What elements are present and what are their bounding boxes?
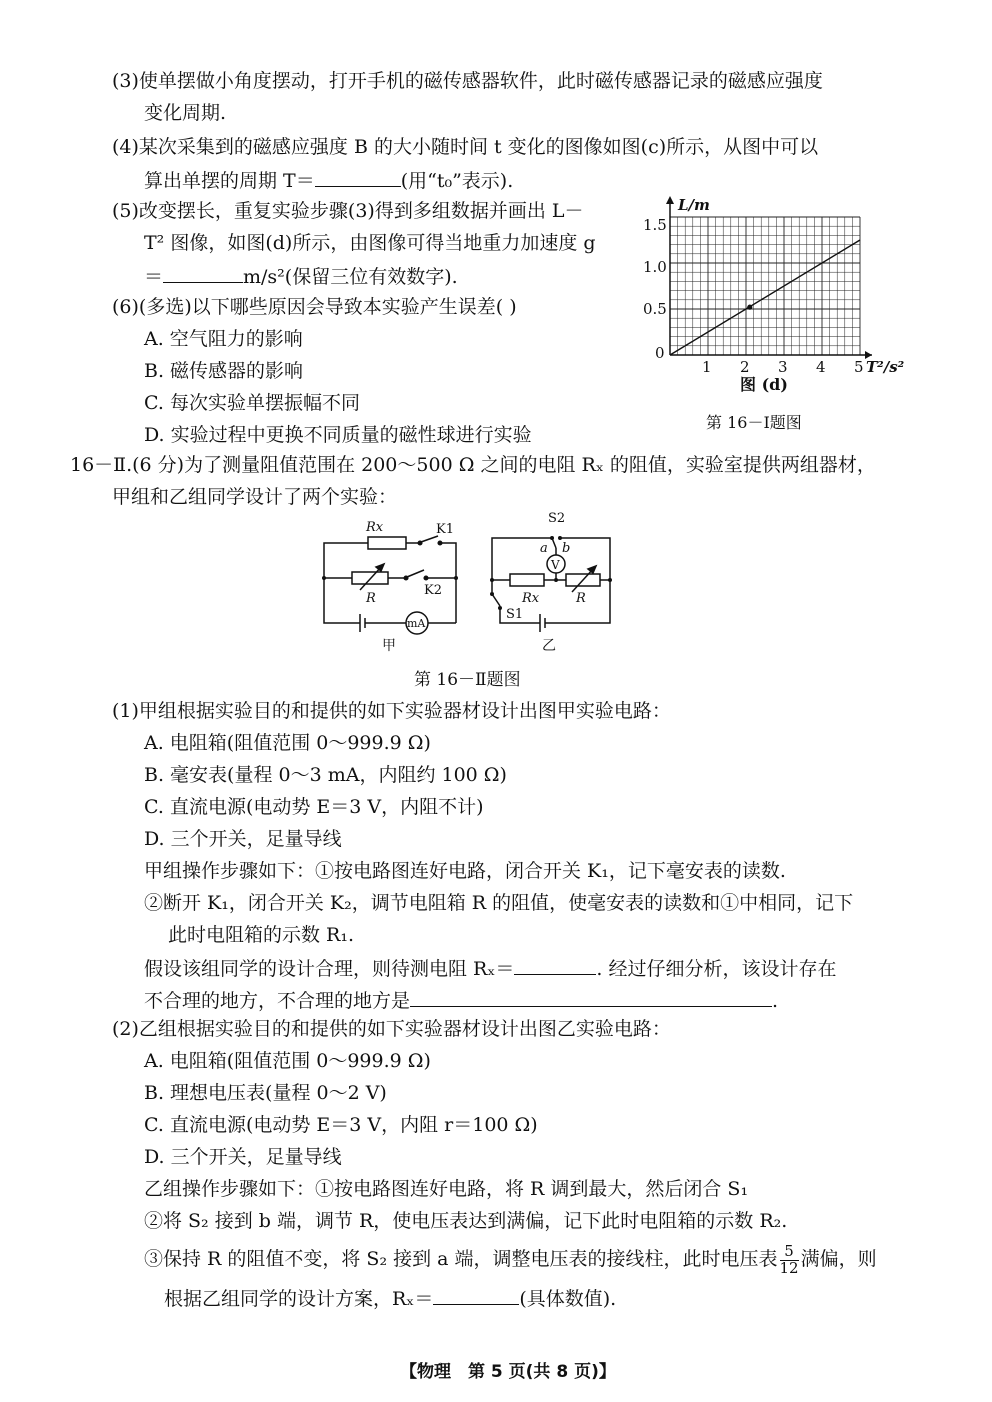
graph-grid [670, 217, 860, 355]
q16-2-intro-line2: 甲组和乙组同学设计了两个实验： [112, 486, 398, 508]
q4-text: 算出单摆的周期 T＝ [144, 170, 315, 192]
q6-option-c: C. 每次实验单摆振幅不同 [144, 392, 360, 414]
y-tick-1.0: 1.0 [643, 258, 667, 276]
label-v: V [551, 558, 560, 572]
p2-q-text: 根据乙组同学的设计方案，Rₓ＝ [164, 1288, 434, 1310]
p2-q-text2: (具体数值). [519, 1288, 617, 1310]
data-point [747, 305, 752, 310]
q5-unit: m/s²(保留三位有效数字). [243, 266, 458, 288]
q16-2-intro-line1: 16－Ⅱ.(6 分)为了测量阻值范围在 200～500 Ω 之间的电阻 Rₓ 的阻值，实验室提供两组器材， [70, 454, 876, 476]
graph-d-caption: 图 (d) [740, 375, 788, 394]
x-axis-label: T²/s² [866, 358, 905, 376]
label-b: b [562, 541, 571, 556]
label-ma: mA [407, 617, 426, 630]
label-jia: 甲 [382, 638, 396, 654]
y-axis-label: L/m [678, 196, 710, 214]
p1-rx-answer-blank[interactable] [514, 956, 596, 975]
q4-line2 [144, 168, 513, 193]
q5-line3 [144, 264, 458, 289]
q6-option-b: B. 磁传感器的影响 [144, 360, 304, 382]
label-k1: K1 [436, 522, 454, 537]
x-tick-3: 3 [778, 358, 788, 376]
p1-q-end: . [772, 990, 779, 1012]
label-s2: S2 [548, 511, 566, 526]
p2-step3-text: ③保持 R 的阻值不变，将 S₂ 接到 a 端，调整电压表的接线柱，此时电压表 [144, 1248, 778, 1270]
x-tick-4: 4 [816, 358, 826, 376]
x-tick-5: 5 [854, 358, 864, 376]
fraction-denominator: 12 [779, 1259, 799, 1277]
q3-line1: (3)使单摆做小角度摆动，打开手机的磁传感器软件，此时磁传感器记录的磁感应强度 [112, 70, 823, 92]
p1-step2-line1: ②断开 K₁，闭合开关 K₂，调节电阻箱 R 的阻值，使毫安表的读数和①中相同，记下 [144, 892, 854, 914]
rx-resistor-yi [510, 574, 544, 586]
p1-question-line1 [144, 956, 837, 981]
switch-k2 [407, 570, 424, 577]
p1-q-text2: . 经过仔细分析，该设计存在 [596, 958, 837, 980]
label-rx-yi: Rx [522, 591, 540, 606]
label-k2: K2 [424, 583, 442, 598]
figure-16-2-caption: 第 16－Ⅱ题图 [414, 670, 521, 690]
label-r-jia: R [366, 591, 376, 606]
label-r-yi: R [576, 591, 586, 606]
fraction-5-12 [780, 1244, 799, 1276]
q6-question: (6)(多选)以下哪些原因会导致本实验产生误差( ) [112, 296, 517, 318]
q5-line1: (5)改变摆长，重复实验步骤(3)得到多组数据并画出 L－ [112, 200, 584, 222]
label-rx-jia: Rx [366, 520, 384, 535]
figure-16-1-caption: 第 16－Ⅰ题图 [706, 413, 802, 432]
fit-line [670, 240, 860, 355]
q5-answer-blank[interactable] [163, 264, 243, 283]
p2-item-c: C. 直流电源(电动势 E＝3 V，内阻 r＝100 Ω) [144, 1114, 538, 1136]
p1-item-c: C. 直流电源(电动势 E＝3 V，内阻不计) [144, 796, 484, 818]
x-tick-2: 2 [740, 358, 750, 376]
p2-step2: ②将 S₂ 接到 b 端，调节 R，使电压表达到满偏，记下此时电阻箱的示数 R₂. [144, 1210, 788, 1232]
circuit-diagrams [300, 508, 640, 668]
y-tick-1.5: 1.5 [643, 216, 667, 234]
p1-q-text: 假设该组同学的设计合理，则待测电阻 Rₓ＝ [144, 958, 515, 980]
p2-step3-text2: 满偏，则 [800, 1248, 877, 1270]
q6-option-a: A. 空气阻力的影响 [144, 328, 303, 350]
switch-s1 [492, 594, 500, 606]
page-footer: 【物理 第 5 页(共 8 页)】 [400, 1362, 616, 1382]
p2-rx-answer-blank[interactable] [433, 1286, 519, 1305]
q6-option-d: D. 实验过程中更换不同质量的磁性球进行实验 [144, 424, 532, 446]
p2-step3 [144, 1244, 877, 1276]
p1-item-b: B. 毫安表(量程 0～3 mA，内阻约 100 Ω) [144, 764, 507, 786]
p2-question [164, 1286, 616, 1311]
y-tick-0: 0 [655, 344, 665, 362]
q3-line2: 变化周期. [144, 102, 227, 124]
q4-text-end: (用“t₀”表示). [400, 170, 514, 192]
q5-line2: T² 图像，如图(d)所示，由图像可得当地重力加速度 g [144, 232, 596, 254]
p1-step2-line2: 此时电阻箱的示数 R₁. [168, 924, 355, 946]
fraction-numerator: 5 [780, 1244, 799, 1261]
p2-item-d: D. 三个开关，足量导线 [144, 1146, 342, 1168]
label-a: a [540, 541, 548, 556]
p1-step1: 甲组操作步骤如下：①按电路图连好电路，闭合开关 K₁，记下毫安表的读数. [144, 860, 786, 882]
label-s1: S1 [506, 607, 524, 622]
p2-item-b: B. 理想电压表(量程 0～2 V) [144, 1082, 387, 1104]
q5-eq: ＝ [144, 266, 164, 288]
q4-answer-blank[interactable] [315, 168, 401, 187]
p1-item-d: D. 三个开关，足量导线 [144, 828, 342, 850]
label-yi: 乙 [542, 638, 556, 654]
y-axis-arrow-icon [666, 196, 674, 204]
p1-question-line2 [144, 988, 778, 1013]
q4-line1: (4)某次采集到的磁感应强度 B 的大小随时间 t 变化的图像如图(c)所示，从图中可以 [112, 136, 819, 158]
p1-item-a: A. 电阻箱(阻值范围 0～999.9 Ω) [144, 732, 431, 754]
p2-item-a: A. 电阻箱(阻值范围 0～999.9 Ω) [144, 1050, 431, 1072]
p1-q-text3: 不合理的地方，不合理的地方是 [144, 990, 411, 1012]
p1-reason-answer-blank[interactable] [410, 988, 772, 1007]
p1-intro: (1)甲组根据实验目的和提供的如下实验器材设计出图甲实验电路： [112, 700, 671, 722]
y-tick-0.5: 0.5 [643, 300, 667, 318]
p2-step1: 乙组操作步骤如下：①按电路图连好电路，将 R 调到最大，然后闭合 S₁ [144, 1178, 749, 1200]
graph-d [640, 190, 910, 440]
rx-resistor-jia [368, 537, 406, 549]
p2-intro: (2)乙组根据实验目的和提供的如下实验器材设计出图乙实验电路： [112, 1018, 671, 1040]
x-tick-1: 1 [702, 358, 712, 376]
